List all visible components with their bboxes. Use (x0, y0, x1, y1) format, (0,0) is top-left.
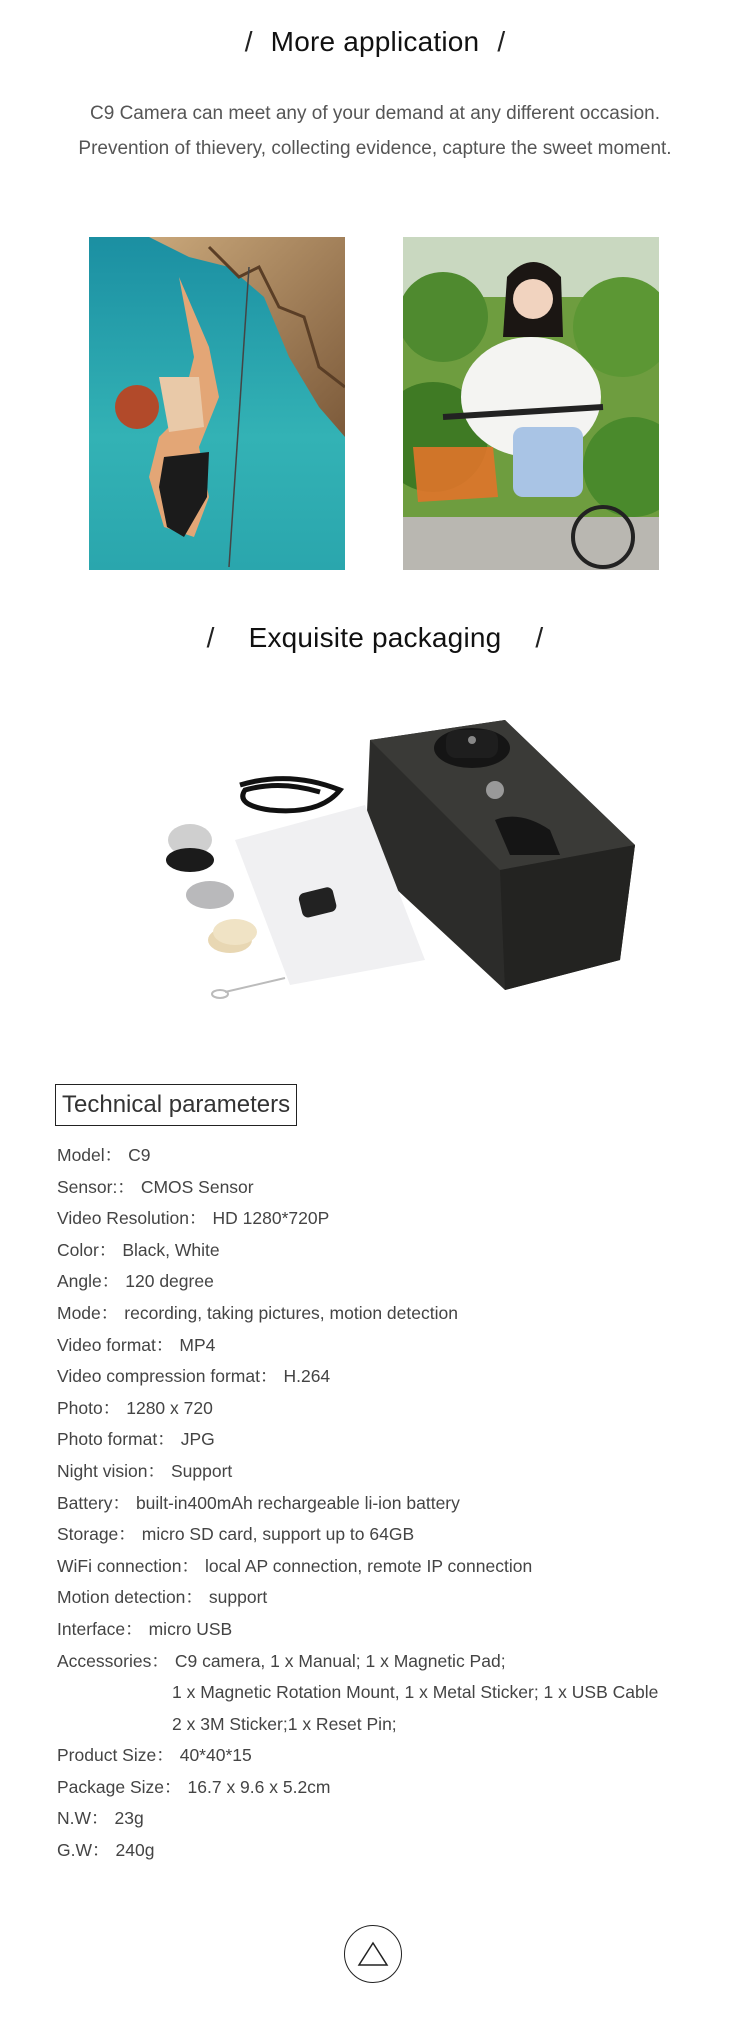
param-value: recording, taking pictures, motion detection (124, 1302, 458, 1323)
slash-decoration: / (244, 26, 253, 57)
bicycle-photo (403, 237, 659, 570)
application-description (0, 96, 750, 166)
param-row (57, 1235, 737, 1267)
param-row (57, 1424, 737, 1456)
param-row (57, 1646, 737, 1678)
param-value: 16.7 x 9.6 x 5.2cm (187, 1776, 331, 1797)
triangle-up-icon (357, 1941, 389, 1967)
param-row (57, 1361, 737, 1393)
param-label: N.W： (57, 1808, 109, 1829)
param-value: 1280 x 720 (126, 1397, 213, 1418)
param-label: Video Resolution： (57, 1208, 207, 1229)
param-row (57, 1803, 737, 1835)
param-value: micro SD card, support up to 64GB (141, 1524, 415, 1545)
param-value: micro USB (148, 1618, 233, 1639)
param-value: local AP connection, remote IP connection (205, 1555, 533, 1576)
param-row (57, 1582, 737, 1614)
param-value: CMOS Sensor (140, 1176, 254, 1197)
param-value: 40*40*15 (179, 1745, 252, 1766)
back-to-top-button[interactable] (344, 1925, 402, 1983)
param-value: HD 1280*720P (212, 1208, 330, 1229)
param-value: Support (170, 1460, 233, 1481)
param-label: WiFi connection： (57, 1555, 199, 1576)
param-label: Color： (57, 1239, 117, 1260)
description-line-1: C9 Camera can meet any of your demand at any different occasion. (90, 103, 660, 124)
param-value: C9 camera, 1 x Manual; 1 x Magnetic Pad; (174, 1650, 506, 1671)
param-label: Mode： (57, 1302, 119, 1323)
param-label: Angle： (57, 1271, 120, 1292)
param-label: G.W： (57, 1840, 110, 1861)
param-row-continuation: 1 x Magnetic Rotation Mount, 1 x Metal Sticker; 1 x USB Cable (172, 1682, 659, 1703)
packaging-photo (150, 710, 650, 1010)
param-value: H.264 (283, 1366, 331, 1387)
param-label: Motion detection： (57, 1587, 203, 1608)
param-label: Interface： (57, 1618, 143, 1639)
climbing-photo (89, 237, 345, 570)
param-row (57, 1740, 737, 1772)
param-row (57, 1266, 737, 1298)
param-row (57, 1393, 737, 1425)
param-label: Package Size： (57, 1776, 182, 1797)
slash-decoration: / (497, 26, 506, 57)
param-value: Black, White (122, 1239, 220, 1260)
param-label: Accessories： (57, 1650, 169, 1671)
param-row (57, 1614, 737, 1646)
technical-parameters-heading: Technical parameters (55, 1084, 297, 1126)
param-row-continuation: 2 x 3M Sticker;1 x Reset Pin; (172, 1713, 397, 1734)
param-row (57, 1298, 737, 1330)
description-line-2: Prevention of thievery, collecting evidence, capture the sweet moment. (78, 138, 672, 159)
application-title-text: More application (270, 26, 480, 57)
param-row (57, 1772, 737, 1804)
param-label: Night vision： (57, 1460, 165, 1481)
slash-decoration: / (535, 622, 544, 653)
param-value: MP4 (179, 1334, 216, 1355)
param-value: support (208, 1587, 268, 1608)
param-row (57, 1140, 737, 1172)
param-label: Photo format： (57, 1429, 175, 1450)
param-row (57, 1488, 737, 1520)
param-label: Sensor:： (57, 1176, 135, 1197)
param-label: Battery： (57, 1492, 130, 1513)
param-label: Model： (57, 1145, 123, 1165)
param-label: Product Size： (57, 1745, 174, 1766)
param-label: Video format： (57, 1334, 174, 1355)
param-value: JPG (180, 1429, 215, 1450)
param-label: Video compression format： (57, 1366, 278, 1387)
param-row (57, 1519, 737, 1551)
param-row (57, 1835, 737, 1867)
param-row (57, 1456, 737, 1488)
section-title-application (0, 26, 750, 58)
param-value: 23g (114, 1808, 144, 1829)
param-value: C9 (128, 1145, 151, 1165)
param-value: 120 degree (125, 1271, 214, 1292)
param-row (57, 1551, 737, 1583)
param-row (57, 1172, 737, 1204)
param-row (57, 1330, 737, 1362)
section-title-packaging (0, 622, 750, 654)
param-label: Storage： (57, 1524, 136, 1545)
param-value: built-in400mAh rechargeable li-ion battery (135, 1492, 460, 1513)
slash-decoration: / (206, 622, 215, 653)
param-value: 240g (115, 1840, 155, 1861)
packaging-title-text: Exquisite packaging (248, 622, 502, 653)
param-label: Photo： (57, 1397, 121, 1418)
parameter-list (57, 1140, 737, 1867)
param-row (57, 1203, 737, 1235)
